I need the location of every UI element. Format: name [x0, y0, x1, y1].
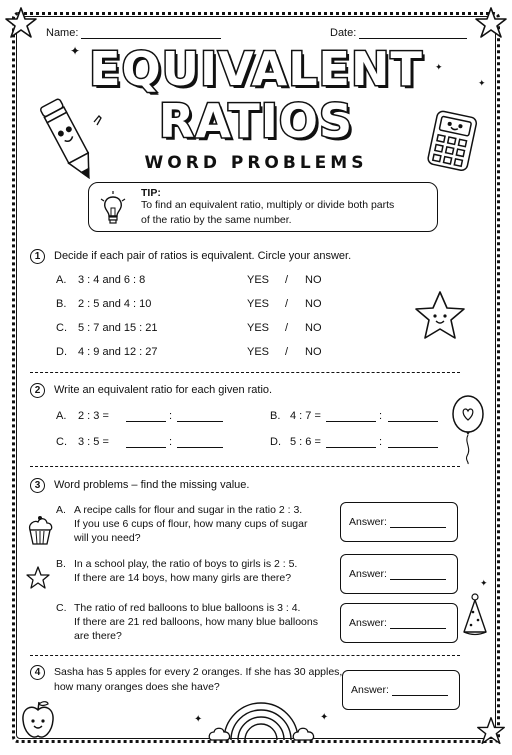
name-field[interactable]	[46, 27, 221, 39]
sparkle-icon: ✦	[480, 578, 488, 588]
title-line-2: RATIOS	[158, 94, 354, 148]
ratio-pair: 2 : 5 and 4 : 10	[78, 298, 152, 310]
section-number: 2	[30, 383, 45, 398]
star-icon	[4, 6, 38, 40]
smiling-star-icon	[410, 288, 470, 344]
yes-option[interactable]: YES	[247, 322, 270, 334]
tip-text-1: To find an equivalent ratio, multiply or divide both parts	[141, 199, 395, 211]
date-line[interactable]	[359, 28, 467, 39]
colon: :	[379, 436, 383, 448]
colon: :	[169, 410, 173, 422]
letter: B.	[56, 558, 66, 570]
subtitle: WORD PROBLEMS	[144, 153, 368, 173]
answer-blank[interactable]	[388, 436, 438, 448]
answer-box[interactable]	[340, 502, 458, 542]
star-icon	[474, 6, 508, 40]
name-line[interactable]	[81, 28, 221, 39]
problem-text-3: are there?	[74, 630, 122, 642]
cupcake-icon	[26, 514, 54, 546]
sparkle-icon: ✦	[320, 712, 329, 723]
given-ratio: 3 : 5 =	[78, 436, 109, 448]
ratio-pair: 5 : 7 and 15 : 21	[78, 322, 158, 334]
answer-line[interactable]	[390, 517, 446, 528]
answer-blank[interactable]	[126, 436, 166, 448]
star-icon	[476, 716, 506, 746]
letter: D.	[56, 346, 67, 358]
section-divider	[30, 655, 460, 656]
answer-label: Answer:	[349, 516, 387, 528]
problem-text-3: will you need?	[74, 532, 141, 544]
given-ratio: 5 : 6 =	[290, 436, 321, 448]
answer-blank[interactable]	[388, 410, 438, 422]
letter: B.	[56, 298, 67, 310]
answer-blank[interactable]	[177, 436, 223, 448]
problem-text-1: Sasha has 5 apples for every 2 oranges. If she has 30 apples,	[54, 666, 343, 678]
no-option[interactable]: NO	[305, 274, 322, 286]
tip-heading: TIP:	[141, 187, 161, 199]
heart-balloon-icon	[450, 394, 486, 466]
tip-box	[88, 182, 438, 232]
tip-text-2: of the ratio by the same number.	[141, 214, 292, 226]
ratio-pair: 3 : 4 and 6 : 8	[78, 274, 146, 286]
letter: C.	[56, 436, 67, 448]
section-divider	[30, 466, 460, 467]
ratio-pair: 4 : 9 and 12 : 27	[78, 346, 158, 358]
separator: /	[285, 274, 289, 286]
answer-box[interactable]	[340, 554, 458, 594]
party-hat-icon	[460, 592, 490, 638]
letter: A.	[56, 504, 66, 516]
letter: A.	[56, 274, 67, 286]
letter: C.	[56, 602, 67, 614]
letter: A.	[56, 410, 67, 422]
letter: D.	[270, 436, 281, 448]
answer-blank[interactable]	[126, 410, 166, 422]
no-option[interactable]: NO	[305, 346, 322, 358]
sparkle-icon: ✦	[435, 62, 443, 72]
letter: B.	[270, 410, 281, 422]
yes-option[interactable]: YES	[247, 298, 270, 310]
section-1-instruction: Decide if each pair of ratios is equivalent. Circle your answer.	[54, 250, 352, 262]
apple-character-icon	[18, 698, 58, 742]
answer-label: Answer:	[349, 617, 387, 629]
calculator-character-icon	[426, 110, 480, 174]
sparkle-icon: ✦	[478, 78, 486, 88]
section-number: 4	[30, 665, 45, 680]
section-2-instruction: Write an equivalent ratio for each given ratio.	[54, 384, 273, 396]
given-ratio: 4 : 7 =	[290, 410, 321, 422]
answer-blank[interactable]	[326, 436, 376, 448]
rainbow-icon	[206, 700, 316, 744]
star-icon	[26, 566, 50, 590]
separator: /	[285, 346, 289, 358]
title-line-1: EQUIVALENT	[89, 42, 423, 96]
name-label: Name:	[46, 27, 79, 39]
colon: :	[169, 436, 173, 448]
section-divider	[30, 372, 460, 373]
section-number: 3	[30, 478, 45, 493]
separator: /	[285, 298, 289, 310]
section-3-instruction: Word problems – find the missing value.	[54, 479, 250, 491]
given-ratio: 2 : 3 =	[78, 410, 109, 422]
answer-label: Answer:	[349, 568, 387, 580]
answer-line[interactable]	[390, 569, 446, 580]
answer-box[interactable]	[342, 670, 460, 710]
date-field[interactable]	[330, 27, 467, 39]
problem-text-1: A recipe calls for flour and sugar in the ratio 2 : 3.	[74, 504, 303, 516]
date-label: Date:	[330, 27, 357, 39]
letter: C.	[56, 322, 67, 334]
sparkle-icon: ✦	[194, 714, 203, 725]
answer-line[interactable]	[392, 685, 448, 696]
no-option[interactable]: NO	[305, 322, 322, 334]
separator: /	[285, 322, 289, 334]
yes-option[interactable]: YES	[247, 346, 270, 358]
problem-text-2: If there are 21 red balloons, how many blue balloons	[74, 616, 318, 628]
no-option[interactable]: NO	[305, 298, 322, 310]
problem-text-2: If you use 6 cups of flour, how many cups of sugar	[74, 518, 308, 530]
problem-text-1: In a school play, the ratio of boys to girls is 2 : 5.	[74, 558, 298, 570]
answer-blank[interactable]	[177, 410, 223, 422]
yes-option[interactable]: YES	[247, 274, 270, 286]
problem-text-1: The ratio of red balloons to blue balloons is 3 : 4.	[74, 602, 301, 614]
answer-box[interactable]	[340, 603, 458, 643]
pencil-character-icon	[34, 92, 106, 188]
problem-text-2: how many oranges does she have?	[54, 681, 220, 693]
lightbulb-icon	[99, 191, 127, 225]
section-number: 1	[30, 249, 45, 264]
answer-label: Answer:	[351, 684, 389, 696]
colon: :	[379, 410, 383, 422]
sparkle-icon: ✦	[70, 44, 81, 58]
answer-line[interactable]	[390, 618, 446, 629]
problem-text-2: If there are 14 boys, how many girls are there?	[74, 572, 292, 584]
answer-blank[interactable]	[326, 410, 376, 422]
